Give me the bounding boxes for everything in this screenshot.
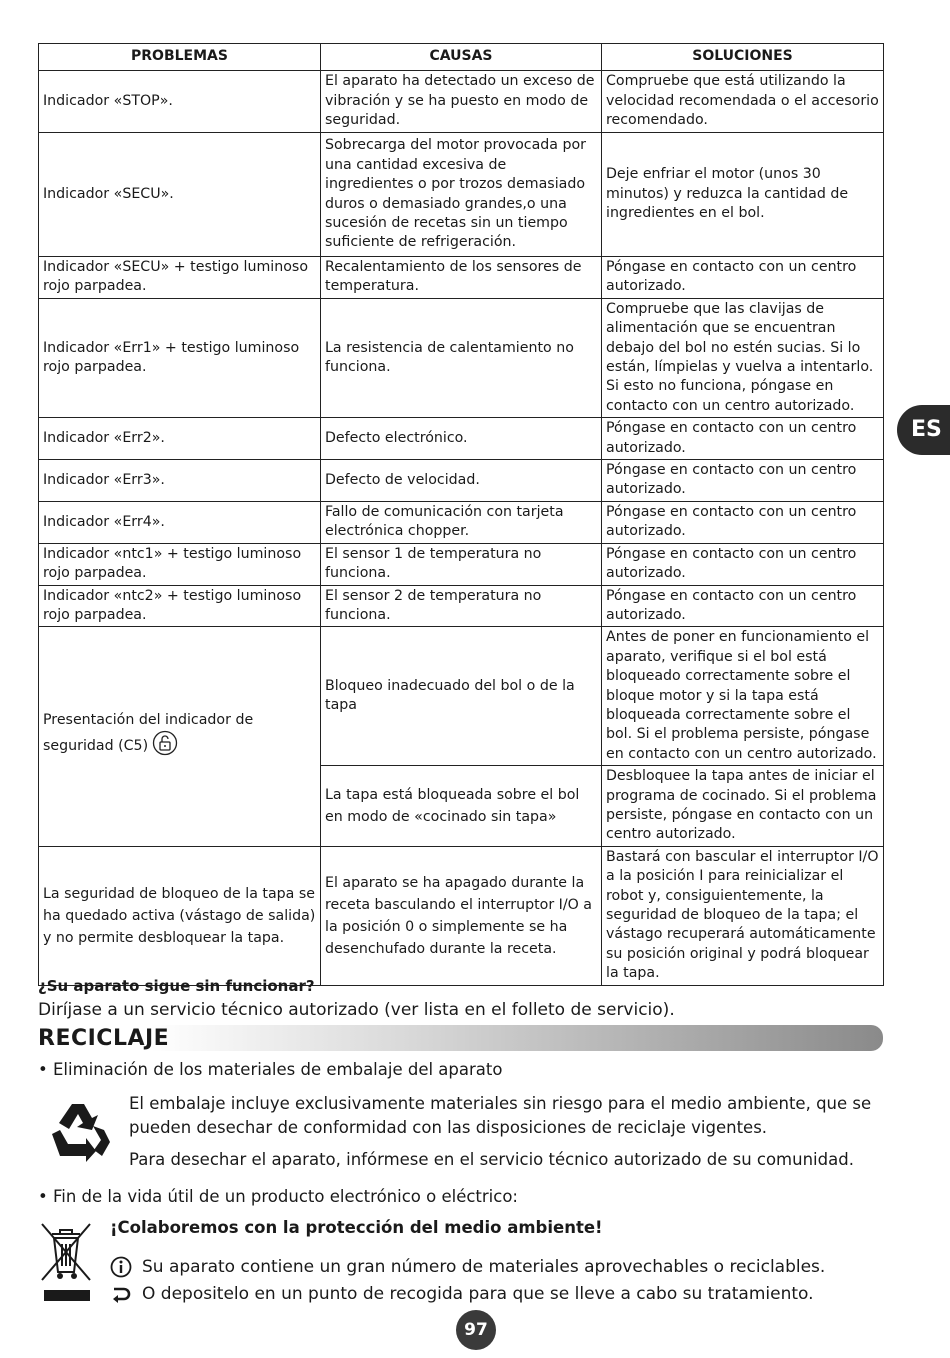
arrow-line-text: O depositelo en un punto de recogida para que se lleve a cabo su tratamiento. [142, 1284, 814, 1304]
c5-problem-text: Presentación del indicador de seguridad (C5) [43, 711, 254, 755]
troubleshooting-table [38, 43, 884, 986]
recycle-icon [46, 1100, 110, 1166]
table-row [39, 257, 884, 299]
table-row [39, 846, 884, 985]
table-row [39, 585, 884, 627]
solution-cell: Póngase en contacto con un centro autorizado. [602, 418, 884, 460]
solution-cell: Póngase en contacto con un centro autorizado. [602, 585, 884, 627]
disposal-paragraph: Para desechar el aparato, infórmese en el servicio técnico autorizado de su comunidad. [129, 1150, 854, 1169]
cause-cell: Recalentamiento de los sensores de temperatura. [321, 257, 602, 299]
problem-cell: Indicador «STOP». [39, 71, 321, 133]
solution-cell: Compruebe que las clavijas de alimentación que se encuentran debajo del bol no estén sucias. Si lo están, límpielas y vuelva a intentarlo. Si esto no funciona, póngase en contacto con un centro autorizado. [602, 298, 884, 417]
help-question: ¿Su aparato sigue sin funcionar? [38, 977, 315, 995]
info-line-text: Su aparato contiene un gran número de materiales aprovechables o reciclables. [142, 1257, 826, 1277]
table-row [39, 298, 884, 417]
table-header-row [39, 44, 884, 71]
solution-cell: Póngase en contacto con un centro autorizado. [602, 257, 884, 299]
environment-heading: ¡Colaboremos con la protección del medio ambiente! [110, 1218, 603, 1237]
solution-cell: Bastará con bascular el interruptor I/O a la posición I para reinicializar el robot y, consiguientemente, la seguridad de bloqueo de la tapa; el vástago recuperará automáticamente su posición original y podrá bloquear la tapa. [602, 846, 884, 985]
table-row [39, 543, 884, 585]
solution-cell: Antes de poner en funcionamiento el aparato, verifique si el bol está bloqueado correctamente sobre el bloque motor y si la tapa está bloqueada correctamente sobre el bol. Si el problema persiste, póngase en contacto con un centro autorizado. [602, 627, 884, 766]
info-icon [110, 1256, 132, 1278]
table-row [39, 71, 884, 133]
language-tab-es: ES [897, 405, 950, 455]
solution-cell: Desbloquee la tapa antes de iniciar el programa de cocinado. Si el problema persiste, póngase en contacto con un centro autorizado. [602, 766, 884, 847]
cause-cell: Defecto de velocidad. [321, 460, 602, 502]
problem-cell: Indicador «Err1» + testigo luminoso rojo parpadea. [39, 298, 321, 417]
problem-cell: La seguridad de bloqueo de la tapa se ha quedado activa (vástago de salida) y no permite desbloquear la tapa. [39, 846, 321, 985]
header-problemas: PROBLEMAS [39, 44, 321, 71]
cause-cell: El sensor 2 de temperatura no funciona. [321, 585, 602, 627]
header-causas: CAUSAS [321, 44, 602, 71]
problem-cell: Indicador «SECU». [39, 133, 321, 257]
problem-cell: Indicador «SECU» + testigo luminoso rojo parpadea. [39, 257, 321, 299]
problem-cell: Indicador «Err3». [39, 460, 321, 502]
cause-cell: El sensor 1 de temperatura no funciona. [321, 543, 602, 585]
cause-cell: La tapa está bloqueada sobre el bol en modo de «cocinado sin tapa» [321, 766, 602, 847]
table-row [39, 418, 884, 460]
solution-cell: Deje enfriar el motor (unos 30 minutos) y reduzca la cantidad de ingredientes en el bol. [602, 133, 884, 257]
help-answer: Diríjase a un servicio técnico autorizado (ver lista en el folleto de servicio). [38, 1000, 675, 1020]
solution-cell: Póngase en contacto con un centro autorizado. [602, 460, 884, 502]
table-row [39, 501, 884, 543]
section-title-reciclaje: RECICLAJE [38, 1026, 170, 1051]
cause-cell: Defecto electrónico. [321, 418, 602, 460]
lock-icon [152, 730, 178, 762]
table-row [39, 460, 884, 502]
info-line [110, 1256, 825, 1278]
section-title-bar [150, 1025, 883, 1051]
problem-cell: Indicador «ntc2» + testigo luminoso rojo parpadea. [39, 585, 321, 627]
problem-cell: Indicador «Err2». [39, 418, 321, 460]
cause-cell: Sobrecarga del motor provocada por una cantidad excesiva de ingredientes o por trozos demasiado duros o demasiado grandes,o una sucesión de recetas sin un tiempo suficiente de refrigeración. [321, 133, 602, 257]
header-soluciones: SOLUCIONES [602, 44, 884, 71]
cause-cell: La resistencia de calentamiento no funciona. [321, 298, 602, 417]
page-number: 97 [456, 1310, 496, 1350]
cause-cell: El aparato se ha apagado durante la receta basculando el interruptor I/O a la posición 0 o simplemente se ha desenchufado durante la receta. [321, 846, 602, 985]
problem-cell: Indicador «ntc1» + testigo luminoso rojo parpadea. [39, 543, 321, 585]
table-row [39, 133, 884, 257]
packaging-paragraph: El embalaje incluye exclusivamente materiales sin riesgo para el medio ambiente, que se pueden desechar de conformidad con las disposiciones de reciclaje vigentes. [129, 1094, 872, 1137]
table-row [39, 627, 884, 766]
return-arrow-icon [110, 1283, 132, 1305]
arrow-line [110, 1283, 814, 1305]
solution-cell: Póngase en contacto con un centro autorizado. [602, 501, 884, 543]
bullet-packaging: • Eliminación de los materiales de embalaje del aparato [38, 1060, 503, 1079]
cause-cell: Fallo de comunicación con tarjeta electrónica chopper. [321, 501, 602, 543]
cause-cell: El aparato ha detectado un exceso de vibración y se ha puesto en modo de seguridad. [321, 71, 602, 133]
troubleshooting-table-wrap [38, 43, 883, 986]
weee-crossed-bin-icon [38, 1220, 94, 1308]
bullet-electronic: • Fin de la vida útil de un producto electrónico o eléctrico: [38, 1187, 518, 1206]
cause-cell: Bloqueo inadecuado del bol o de la tapa [321, 627, 602, 766]
problem-cell: Indicador «Err4». [39, 501, 321, 543]
problem-cell-c5 [39, 627, 321, 846]
solution-cell: Póngase en contacto con un centro autorizado. [602, 543, 884, 585]
solution-cell: Compruebe que está utilizando la velocidad recomendada o el accesorio recomendado. [602, 71, 884, 133]
